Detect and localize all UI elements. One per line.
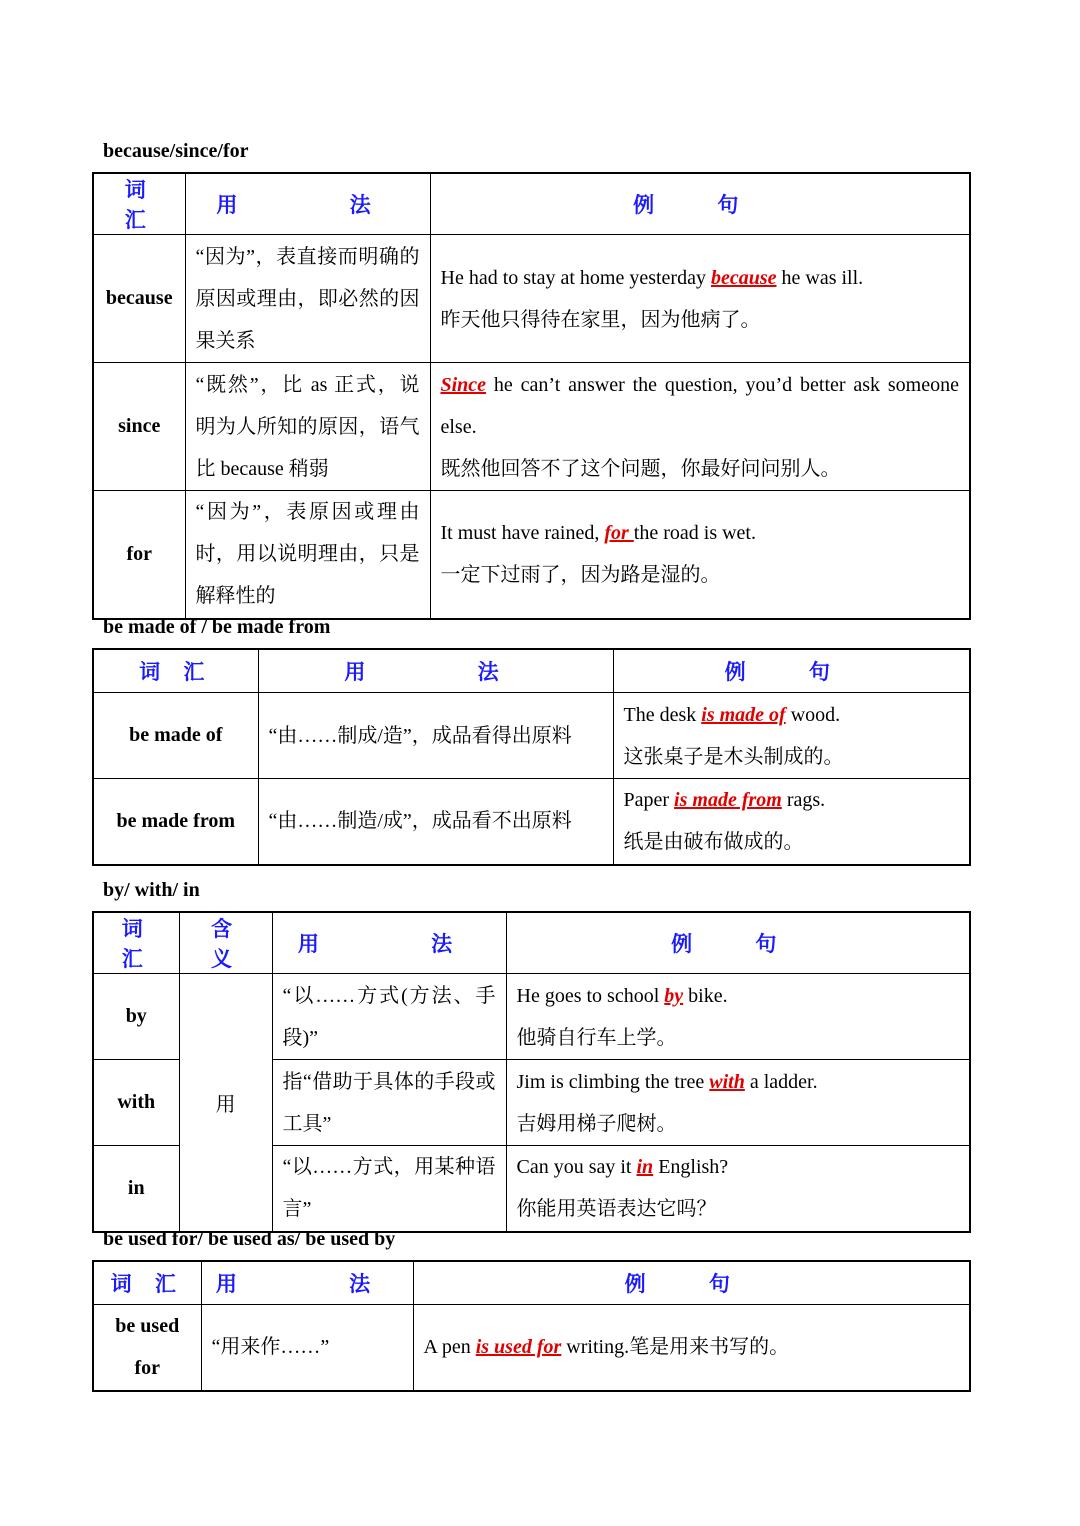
header-usage: 用 法 — [272, 912, 506, 974]
word-cell: since — [93, 363, 185, 491]
keyword: is made of — [701, 703, 786, 726]
example-cell — [613, 779, 970, 865]
table-row — [93, 693, 970, 779]
made-of-from-table — [92, 648, 971, 866]
example-text: he was ill. — [776, 266, 864, 289]
example-cell — [430, 491, 970, 619]
example-english — [624, 694, 960, 736]
example-cell — [430, 363, 970, 491]
keyword: with — [709, 1070, 745, 1093]
usage-cell: “因为”，表原因或理由时，用以说明理由，只是解释性的 — [185, 491, 430, 619]
table-row — [93, 974, 970, 1060]
example-english — [517, 1061, 960, 1103]
header-example: 例 句 — [430, 173, 970, 235]
keyword: Since — [440, 373, 487, 396]
keyword: because — [710, 266, 777, 289]
word-line: be used — [115, 1315, 180, 1338]
table-row — [93, 363, 970, 491]
example-text: the road is wet. — [633, 522, 756, 545]
word-cell: because — [93, 235, 185, 363]
word-cell: in — [93, 1146, 179, 1232]
example-text: Paper — [623, 789, 675, 812]
example-chinese: 一定下过雨了，因为路是湿的。 — [440, 564, 721, 587]
header-vocabulary: 词 汇 — [93, 173, 185, 235]
word-cell: for — [93, 491, 185, 619]
section-title: by/ with/ in — [103, 879, 200, 901]
example-chinese: 既然他回答不了这个问题，你最好问问别人。 — [440, 457, 841, 480]
example-text: Jim is climbing the tree — [516, 1070, 710, 1093]
section-title: be made of / be made from — [103, 616, 331, 638]
example-text: wood. — [785, 703, 841, 726]
usage-cell: “以……方式，用某种语言” — [272, 1146, 506, 1232]
example-text: A pen — [423, 1336, 476, 1359]
usage-cell: “由……制成/造”，成品看得出原料 — [258, 693, 613, 779]
by-with-in-table — [92, 911, 971, 1233]
example-chinese: 你能用英语表达它吗？ — [516, 1198, 717, 1221]
header-example: 例 句 — [613, 649, 970, 693]
header-example: 例 句 — [413, 1261, 970, 1305]
table-row — [93, 779, 970, 865]
header-usage: 用 法 — [258, 649, 613, 693]
table-header-row — [93, 173, 970, 235]
usage-cell: 指“借助于具体的手段或工具” — [272, 1060, 506, 1146]
example-chinese: 他骑自行车上学。 — [516, 1026, 677, 1049]
section-title: because/since/for — [103, 140, 249, 162]
keyword: is made from — [674, 789, 782, 812]
header-example: 例 句 — [506, 912, 970, 974]
example-text: English? — [653, 1156, 729, 1179]
word-line: for — [134, 1357, 161, 1380]
meaning-cell: 用 — [179, 974, 272, 1232]
section-title: be used for/ be used as/ be used by — [103, 1228, 396, 1250]
example-cell — [506, 974, 970, 1060]
example-text: The desk — [623, 703, 702, 726]
usage-cell: “以……方式(方法、手段)” — [272, 974, 506, 1060]
example-text: he can’t answer the question, you’d better ask someone else. — [440, 373, 959, 438]
table-header-row — [93, 1261, 970, 1305]
example-text: a ladder. — [744, 1070, 818, 1093]
example-english — [441, 257, 960, 299]
example-cell — [506, 1060, 970, 1146]
header-usage: 用 法 — [185, 173, 430, 235]
example-chinese: 纸是由破布做成的。 — [623, 831, 804, 854]
word-cell: with — [93, 1060, 179, 1146]
used-for-table — [92, 1260, 971, 1392]
keyword: in — [636, 1156, 654, 1179]
example-text: It must have rained, — [440, 522, 605, 545]
example-english — [517, 1146, 960, 1188]
word-cell: by — [93, 974, 179, 1060]
usage-cell: “由……制造/成”，成品看不出原料 — [258, 779, 613, 865]
keyword: is used for — [475, 1336, 562, 1359]
table-row — [93, 235, 970, 363]
header-vocabulary: 词 汇 — [93, 912, 179, 974]
table-row — [93, 491, 970, 619]
example-cell — [430, 235, 970, 363]
example-text: He had to stay at home yesterday — [440, 266, 711, 289]
table-header-row — [93, 912, 970, 974]
example-english — [517, 975, 960, 1017]
example-text: He goes to school — [516, 984, 665, 1007]
example-english — [441, 364, 960, 448]
header-usage: 用 法 — [201, 1261, 413, 1305]
example-english — [624, 779, 960, 821]
example-text: writing.笔是用来书写的。 — [561, 1336, 790, 1359]
example-cell — [506, 1146, 970, 1232]
usage-cell: “既然”，比 as 正式，说明为人所知的原因，语气比 because 稍弱 — [185, 363, 430, 491]
table-header-row — [93, 649, 970, 693]
word-cell: be made from — [93, 779, 258, 865]
example-text: rags. — [781, 789, 826, 812]
example-chinese: 这张桌子是木头制成的。 — [623, 745, 844, 768]
example-text: bike. — [683, 984, 728, 1007]
usage-cell: “因为”，表直接而明确的原因或理由，即必然的因果关系 — [185, 235, 430, 363]
because-since-for-table — [92, 172, 971, 620]
header-meaning: 含 义 — [179, 912, 272, 974]
usage-cell: “用来作……” — [201, 1305, 413, 1391]
header-vocabulary: 词 汇 — [93, 649, 258, 693]
keyword: by — [664, 984, 684, 1007]
keyword: for — [604, 522, 634, 545]
header-vocabulary: 词 汇 — [93, 1261, 201, 1305]
table-row — [93, 1305, 970, 1391]
example-cell — [613, 693, 970, 779]
word-cell: be made of — [93, 693, 258, 779]
example-cell — [413, 1305, 970, 1391]
word-cell — [93, 1305, 201, 1391]
example-text: Can you say it — [516, 1156, 637, 1179]
example-chinese: 昨天他只得待在家里，因为他病了。 — [440, 308, 761, 331]
example-english — [441, 512, 960, 554]
example-chinese: 吉姆用梯子爬树。 — [516, 1112, 677, 1135]
